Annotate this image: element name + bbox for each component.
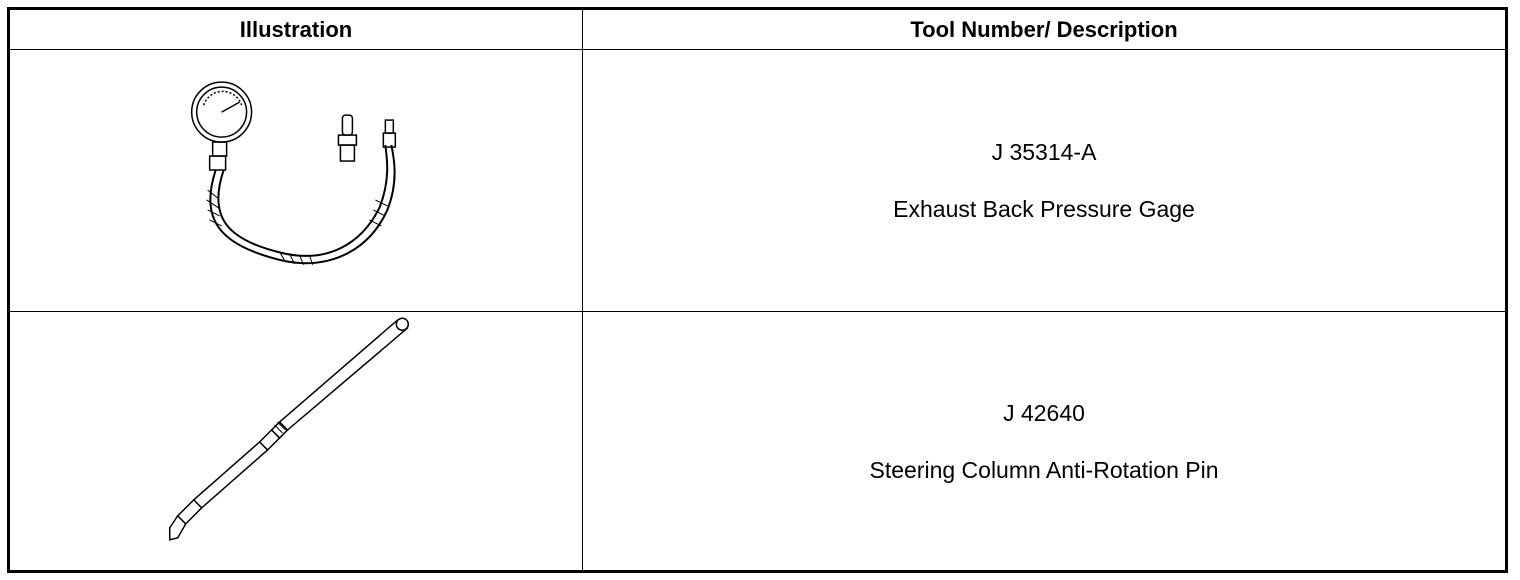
header-illustration: Illustration <box>10 10 583 50</box>
tool-description: Steering Column Anti-Rotation Pin <box>869 457 1219 483</box>
tools-table <box>7 7 1508 573</box>
illustration-cell <box>10 312 583 572</box>
tool-description: Exhaust Back Pressure Gage <box>893 195 1195 222</box>
description-cell <box>583 312 1505 572</box>
anti-rotation-pin-icon <box>10 312 582 572</box>
header-tool-description: Tool Number/ Description <box>583 10 1505 50</box>
tool-number: J 42640 <box>1003 400 1085 426</box>
tool-number: J 35314-A <box>991 138 1097 165</box>
description-cell <box>583 50 1505 312</box>
illustration-cell <box>10 50 583 312</box>
exhaust-back-pressure-gage-icon <box>10 50 582 312</box>
